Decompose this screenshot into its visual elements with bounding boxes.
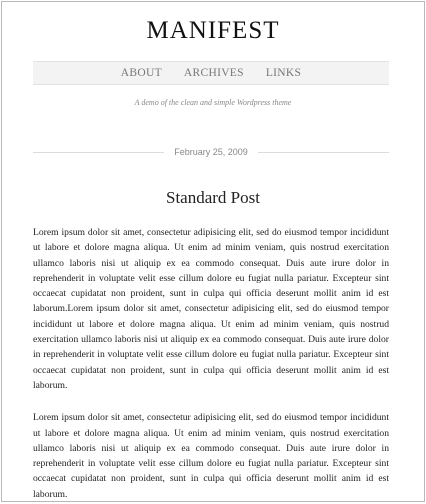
nav-item-archives[interactable]: ARCHIVES bbox=[183, 67, 244, 79]
post-paragraph: Lorem ipsum dolor sit amet, consectetur adipisicing elit, sed do eiusmod tempor incididunt ut labore et dolore magna aliqua. Ut enim ad minim veniam, quis nostrud exercitation ullamco laboris nisi ut aliquip ex ea commodo consequat. Duis aute irure dolor in reprehenderit in voluptate velit esse cillum dolore eu fugiat nulla pariatur. Excepteur sint occaecat cupidatat non proident, sunt in culpa qui officia deserunt mollit anim id est laborum. bbox=[33, 412, 389, 500]
post-date: February 25, 2009 bbox=[174, 147, 248, 157]
site-tagline: A demo of the clean and simple Wordpress theme bbox=[134, 98, 292, 107]
nav-item-about[interactable]: ABOUT bbox=[120, 67, 162, 79]
post-content bbox=[33, 225, 389, 502]
page-frame bbox=[1, 1, 425, 502]
site-title[interactable]: MANIFEST bbox=[146, 17, 280, 44]
main-nav bbox=[33, 61, 389, 85]
post-paragraph: Lorem ipsum dolor sit amet, consectetur adipisicing elit, sed do eiusmod tempor incididunt ut labore et dolore magna aliqua. Ut enim ad minim veniam, quis nostrud exercitation ullamco laboris nisi ut aliquip ex ea commodo consequat. Duis aute irure dolor in reprehenderit in voluptate velit esse cillum dolore eu fugiat nulla pariatur. Excepteur sint occaecat cupidatat non proident, sunt in culpa qui officia deserunt mollit anim id est laborum.Lorem ipsum dolor sit amet, consectetur adipisicing elit, sed do eiusmod tempor incididunt ut labore et dolore magna aliqua. Ut enim ad minim veniam, quis nostrud exercitation ullamco laboris nisi ut aliquip ex ea commodo consequat. Duis aute irure dolor in reprehenderit in voluptate velit esse cillum dolore eu fugiat nulla pariatur. Excepteur sint occaecat cupidatat non proident, sunt in culpa qui officia deserunt mollit anim id est laborum. bbox=[33, 227, 389, 391]
divider bbox=[33, 152, 164, 153]
post-title[interactable]: Standard Post bbox=[166, 188, 260, 207]
divider bbox=[258, 152, 389, 153]
post-date-row bbox=[33, 147, 389, 157]
nav-item-links[interactable]: LINKS bbox=[265, 67, 302, 79]
